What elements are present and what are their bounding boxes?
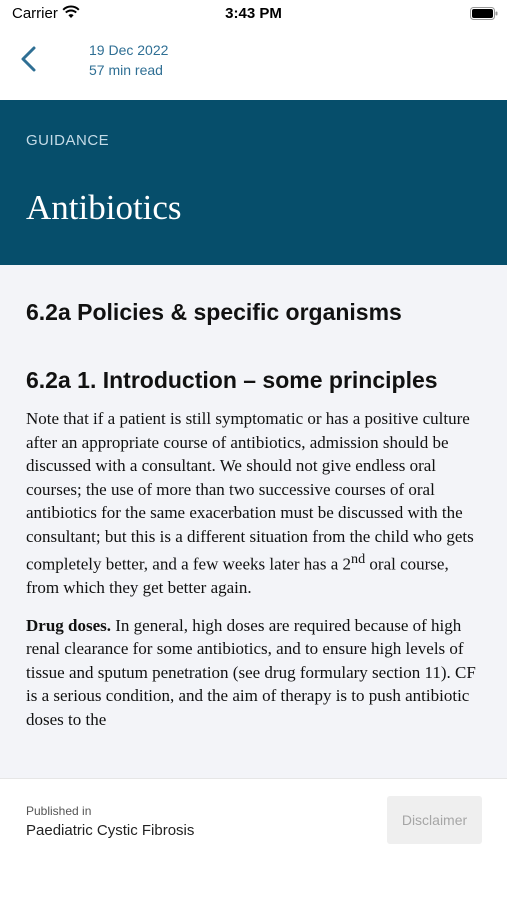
paragraph-text: Note that if a patient is still symptomatic or has a positive culture after an appropriate course of antibiotics, admission should be discussed with a consultant. We should not give endless oral courses; the use of more than two successive courses of oral antibiotics for the same exacerbation must be discussed with the consultant; but this is a different situation from the child who gets completely better, and a few weeks later has a 2	[26, 409, 474, 574]
article-date: 19 Dec 2022	[89, 42, 169, 58]
superscript: nd	[351, 551, 366, 567]
page-title: Antibiotics	[26, 188, 182, 227]
status-bar	[0, 0, 507, 30]
hero-banner	[0, 100, 507, 265]
carrier-label: Carrier	[12, 5, 58, 22]
paragraph-text-end: oral course, from which they get better again.	[26, 554, 449, 598]
section-heading: 6.2a Policies & specific organisms	[26, 299, 402, 325]
read-time: 57 min read	[89, 62, 163, 78]
paragraph-intro	[26, 407, 481, 600]
clock: 3:43 PM	[225, 5, 282, 22]
publication-title: Paediatric Cystic Fibrosis	[26, 822, 195, 839]
article-content[interactable]	[0, 265, 507, 778]
paragraph-drug-doses	[26, 614, 481, 732]
battery-icon	[470, 7, 498, 20]
chevron-left-icon[interactable]	[14, 44, 44, 74]
footer	[0, 778, 507, 901]
subsection-heading: 6.2a 1. Introduction – some principles	[26, 367, 438, 393]
paragraph-lead: Drug doses.	[26, 615, 112, 635]
paragraph-text: In general, high doses are required because of high renal clearance for some antibiotics, and to ensure high levels of tissue and sputum penetration (see drug formulary section 11). CF is a serious condition, and the aim of therapy is to push antibiotic doses to the	[26, 615, 476, 729]
published-label: Published in	[26, 804, 92, 818]
disclaimer-button[interactable]: Disclaimer	[387, 796, 482, 844]
nav-bar	[0, 30, 507, 100]
category-label: GUIDANCE	[26, 132, 110, 149]
